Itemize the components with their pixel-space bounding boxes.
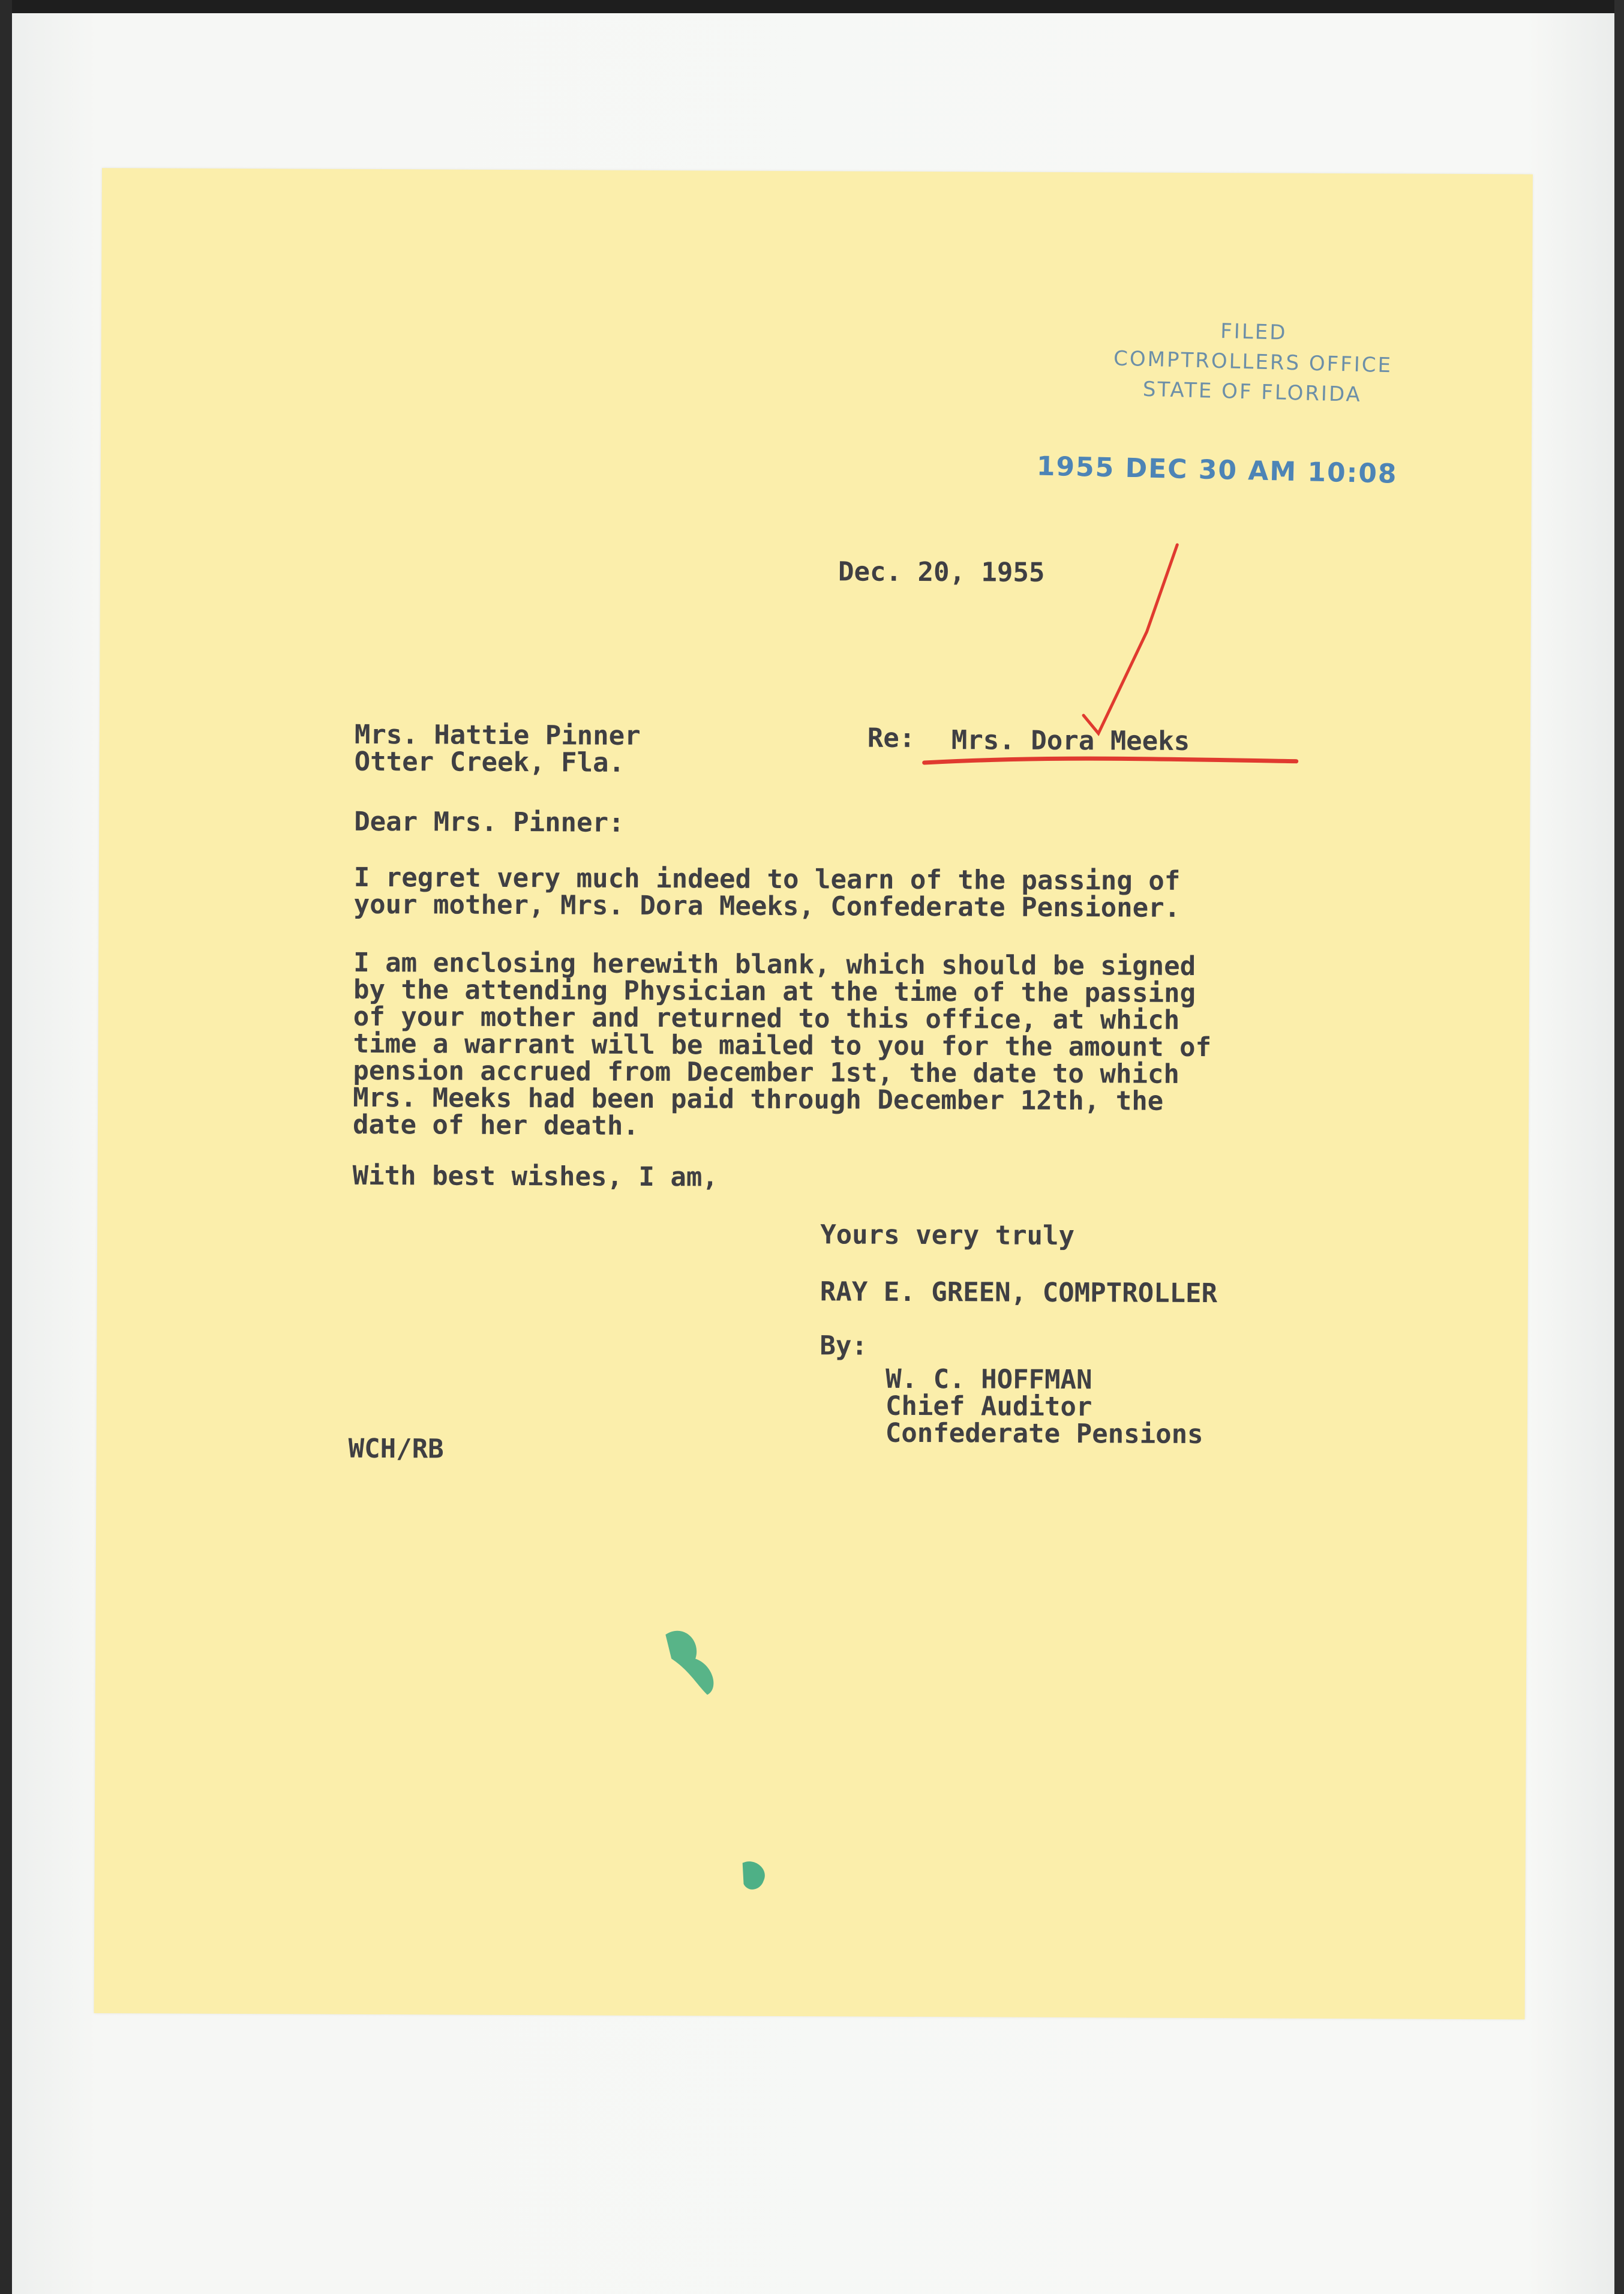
stamp-filed-label: FILED — [1220, 319, 1287, 345]
scan-top-border — [0, 0, 1624, 13]
signatory-office: RAY E. GREEN, COMPTROLLER — [819, 1276, 1218, 1309]
paragraph-line: I am enclosing herewith blank, which should be signed — [353, 947, 1196, 982]
letter-sheet — [94, 168, 1533, 2019]
complimentary-close: Yours very truly — [820, 1219, 1075, 1252]
paragraph-line: date of her death. — [352, 1109, 639, 1141]
ink-smudge — [736, 1857, 778, 1899]
stamp-state: STATE OF FLORIDA — [1142, 377, 1362, 407]
paragraph-line: of your mother and returned to this office, at which — [353, 1001, 1180, 1036]
paragraph-line: your mother, Mrs. Dora Meeks, Confederate Pensioner. — [353, 889, 1181, 923]
closing-line: With best wishes, I am, — [352, 1160, 719, 1193]
paragraph-line: by the attending Physician at the time of the passing — [353, 974, 1196, 1009]
received-date-stamp: 1955 DEC 30 AM 10:08 — [1036, 451, 1398, 490]
re-subject: Mrs. Dora Meeks — [951, 725, 1190, 757]
paragraph-condolence — [354, 864, 1181, 922]
ink-smudge — [659, 1623, 744, 1707]
stamp-office: COMPTROLLERS OFFICE — [1113, 346, 1393, 378]
typist-initials: WCH/RB — [348, 1433, 444, 1465]
signer-title: Chief Auditor — [885, 1390, 1092, 1423]
signer-name: W. C. HOFFMAN — [885, 1363, 1092, 1396]
scan-right-border — [1614, 0, 1624, 2294]
signer-department: Confederate Pensions — [885, 1417, 1203, 1450]
paragraph-line: time a warrant will be mailed to you for the amount of — [353, 1028, 1212, 1063]
salutation: Dear Mrs. Pinner: — [354, 806, 625, 838]
scan-left-border — [0, 0, 12, 2294]
paragraph-line: Mrs. Meeks had been paid through December 12th, the — [353, 1082, 1164, 1117]
paragraph-line: I regret very much indeed to learn of the passing of — [353, 862, 1181, 896]
letter-date: Dec. 20, 1955 — [837, 556, 1045, 588]
recipient-location: Otter Creek, Fla. — [354, 746, 625, 778]
re-label: Re: — [867, 722, 915, 754]
recipient-name: Mrs. Hattie Pinner — [354, 719, 641, 751]
by-label: By: — [819, 1330, 868, 1362]
paragraph-enclosure — [353, 949, 1212, 1142]
paragraph-line: pension accrued from December 1st, the date to which — [353, 1055, 1180, 1090]
signature-block — [885, 1363, 1203, 1450]
